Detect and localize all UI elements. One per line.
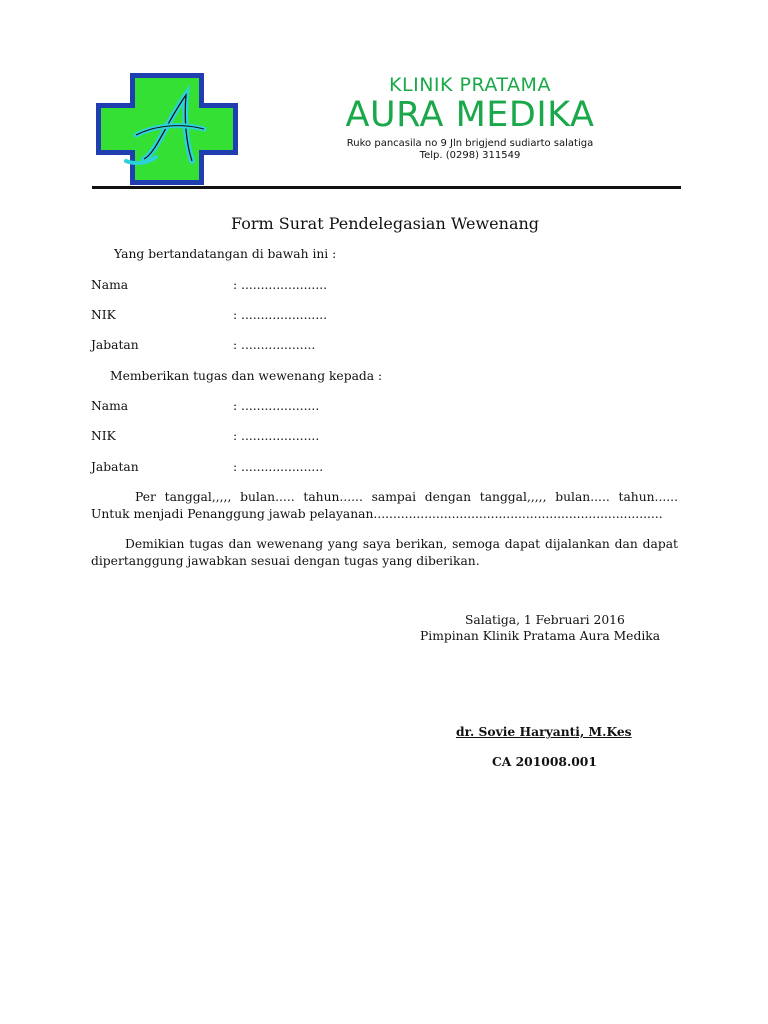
- delegator-name-label: Nama: [91, 278, 129, 292]
- clinic-address: Ruko pancasila no 9 Jln brigjend sudiarto salatiga: [346, 138, 594, 149]
- clinic-address-block: [300, 138, 640, 162]
- delegator-position-label: Jabatan: [91, 338, 139, 352]
- delegator-nik-label: NIK: [91, 308, 116, 322]
- delegator-position-field: : ...................: [233, 338, 316, 352]
- delegator-name-field: : ......................: [233, 278, 328, 292]
- delegate-nik-label: NIK: [91, 429, 116, 443]
- delegator-nik-field: : ......................: [233, 308, 328, 322]
- period-paragraph: Per tanggal,,,,, bulan..... tahun...... sampai dengan tanggal,,,,, bulan..... tahun...... Untuk menjadi Penanggung jawab pelayanan..........................................................................: [91, 490, 678, 521]
- signer-id: CA 201008.001: [492, 754, 597, 769]
- place-date: Salatiga, 1 Februari 2016: [465, 613, 625, 627]
- clinic-logo: [96, 73, 238, 185]
- delegate-nik-field: : ....................: [233, 429, 320, 443]
- delegate-position-label: Jabatan: [91, 460, 139, 474]
- delegate-name-field: : ....................: [233, 399, 320, 413]
- clinic-subtitle: KLINIK PRATAMA: [389, 74, 551, 96]
- cross-logo-icon: [96, 73, 238, 185]
- delegate-name-label: Nama: [91, 399, 129, 413]
- clinic-name: AURA MEDIKA: [345, 95, 595, 135]
- delegate-position-field: : .....................: [233, 460, 324, 474]
- letterhead-divider: [92, 186, 681, 189]
- signer-name: dr. Sovie Haryanti, M.Kes: [456, 724, 632, 739]
- clinic-phone: Telp. (0298) 311549: [419, 150, 521, 161]
- signer-title: Pimpinan Klinik Pratama Aura Medika: [420, 629, 661, 643]
- intro-line: Yang bertandatangan di bawah ini :: [114, 247, 337, 261]
- document-title: Form Surat Pendelegasian Wewenang: [230, 214, 540, 233]
- delegation-line: Memberikan tugas dan wewenang kepada :: [110, 369, 383, 383]
- closing-paragraph: Demikian tugas dan wewenang yang saya berikan, semoga dapat dijalankan dan dapat dipertanggung jawabkan sesuai dengan tugas yang diberikan.: [91, 537, 678, 568]
